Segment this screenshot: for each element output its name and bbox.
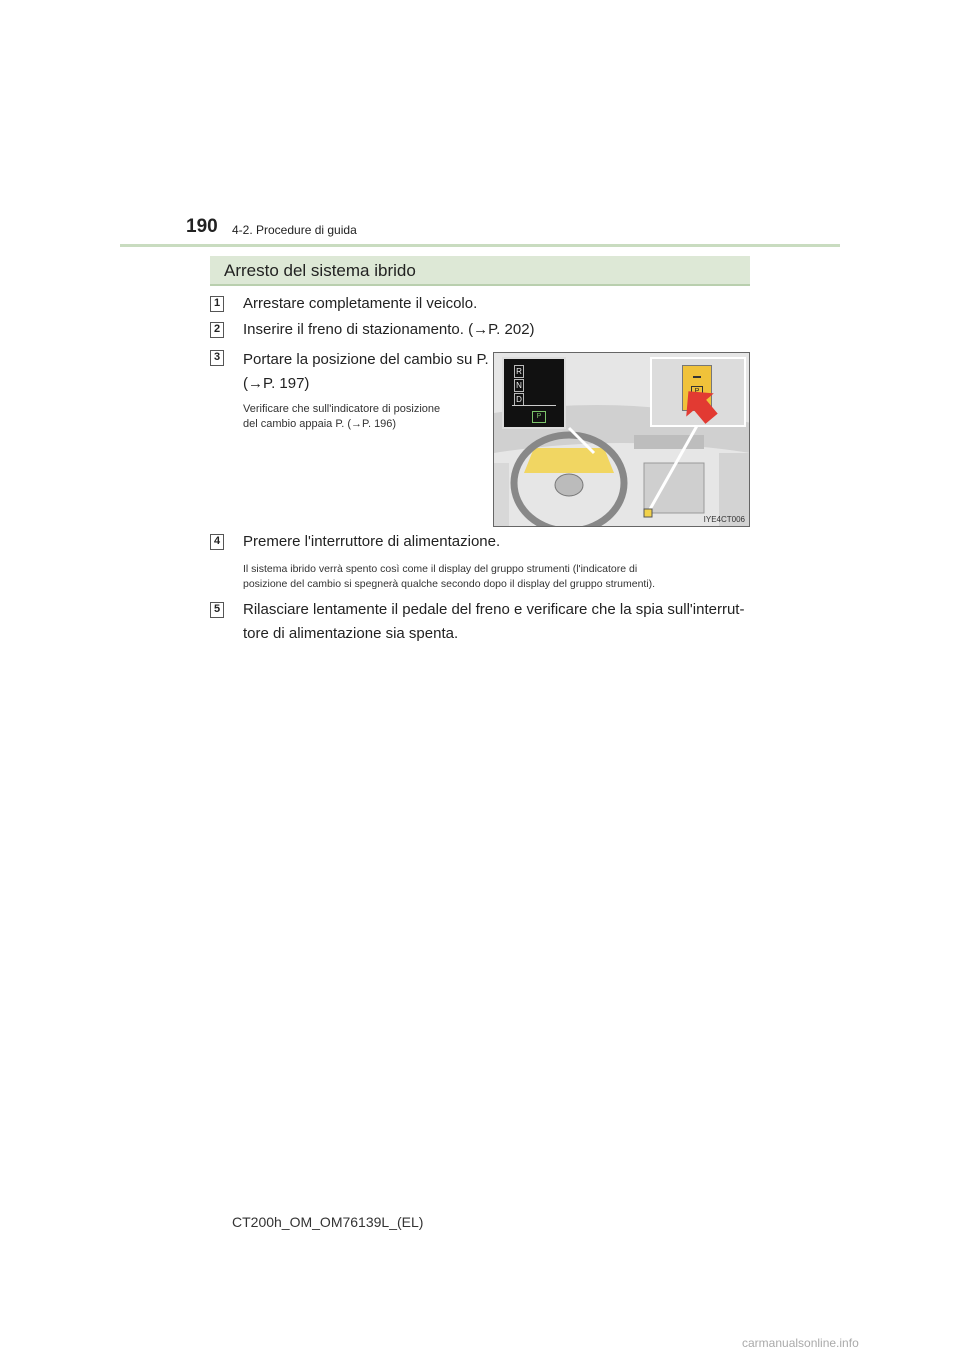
step-note-3-line1: Verificare che sull'indicatore di posizione [243, 403, 441, 415]
step-note-3-line2: del cambio appaia P. (→P. 196) [243, 418, 397, 430]
gear-label-d: D [514, 393, 524, 406]
p-button-inset [650, 357, 746, 427]
gear-indicator-p: P [532, 411, 546, 423]
gear-indicator-inset [502, 357, 566, 429]
section-heading: 4-2. Procedure di guida [232, 223, 357, 237]
gear-label-r: R [514, 365, 524, 378]
watermark: carmanualsonline.info [742, 1336, 859, 1350]
step-number-3: 3 [210, 350, 224, 366]
step-note-4-line2: posizione del cambio si spegnerà qualche secondo dopo il display del gruppo strumenti). [243, 578, 656, 590]
step-number-2: 2 [210, 322, 224, 338]
page-number: 190 [186, 216, 218, 237]
step-text-4: Premere l'interruttore di alimentazione. [243, 533, 501, 550]
step-text-1: Arrestare completamente il veicolo. [243, 295, 478, 312]
header-rule [120, 244, 840, 247]
step-number-1: 1 [210, 296, 224, 312]
step-text-5-line1: Rilasciare lentamente il pedale del freno e verificare che la spia sull'interrut- [243, 601, 745, 618]
arrow-icon [680, 385, 720, 425]
section-title: Arresto del sistema ibrido [224, 261, 416, 280]
footer-doc-code: CT200h_OM_OM76139L_(EL) [232, 1214, 424, 1230]
step-number-5: 5 [210, 602, 224, 618]
dashboard-illustration [493, 352, 750, 527]
section-title-bar [210, 256, 750, 286]
step-text-5-line2: tore di alimentazione sia spenta. [243, 625, 459, 642]
figure-code: IYE4CT006 [703, 515, 745, 524]
step-text-3-line2: (→P. 197) [243, 375, 310, 392]
step-note-4-line1: Il sistema ibrido verrà spento così come il display del gruppo strumenti (l'indicatore di [243, 563, 638, 575]
step-text-2: Inserire il freno di stazionamento. (→P. 202) [243, 321, 535, 338]
step-text-3-line1: Portare la posizione del cambio su P. [243, 351, 489, 368]
gear-label-n: N [514, 379, 524, 392]
p-button-label: P [691, 386, 703, 398]
step-number-4: 4 [210, 534, 224, 550]
